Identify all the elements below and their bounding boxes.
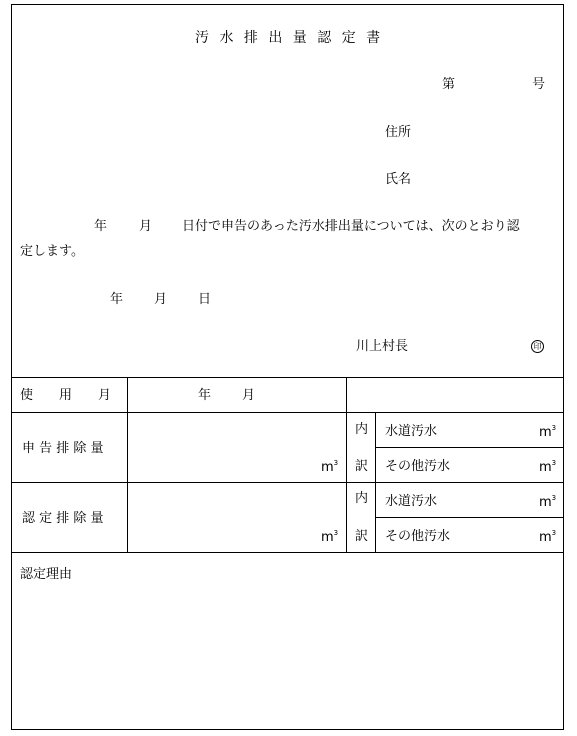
- body-line2: 定します。: [20, 244, 84, 259]
- declared-breakdown-bottom: 訳: [355, 459, 369, 474]
- col3-rule: [375, 412, 376, 552]
- body-line1: 日付で申告のあった汚水排出量については、次のとおり認: [182, 219, 520, 234]
- certified-water-supply-unit: $m^3$: [539, 494, 557, 510]
- table-top-rule: [11, 377, 564, 378]
- address-label: 住所: [385, 125, 412, 140]
- body-month: 月: [139, 219, 153, 234]
- certified-other-water-unit: $m^3$: [539, 529, 557, 545]
- row2-bottom-rule: [11, 482, 564, 483]
- table-bottom-rule: [11, 552, 564, 553]
- usage-month: 月: [242, 388, 256, 403]
- usage-year: 年: [198, 388, 212, 403]
- certified-breakdown-top: 内: [355, 491, 369, 506]
- date-month: 月: [154, 292, 168, 307]
- body-year: 年: [94, 219, 108, 234]
- certified-label: 認 定 排 除 量: [22, 511, 104, 526]
- date-day: 日: [198, 292, 212, 307]
- declared-breakdown-top: 内: [355, 422, 369, 437]
- declared-water-supply-unit: $m^3$: [539, 424, 557, 440]
- certified-water-supply: 水道汚水: [385, 494, 438, 509]
- inner-rule-2: [375, 517, 564, 518]
- certified-other-water: その他汚水: [385, 529, 451, 544]
- declared-unit: $m^3$: [321, 459, 339, 475]
- issuer-title: 川上村長: [356, 339, 409, 354]
- date-year: 年: [110, 292, 124, 307]
- certified-breakdown-bottom: 訳: [355, 529, 369, 544]
- number-suffix: 号: [532, 77, 546, 92]
- number-prefix: 第: [442, 77, 456, 92]
- reason-label: 認定理由: [20, 567, 73, 582]
- name-label: 氏名: [385, 172, 412, 187]
- certified-unit: $m^3$: [321, 529, 339, 545]
- declared-other-water-unit: $m^3$: [539, 459, 557, 475]
- declared-water-supply: 水道汚水: [385, 424, 438, 439]
- certificate-form: [11, 4, 564, 730]
- declared-other-water: その他汚水: [385, 459, 451, 474]
- document-title: 汚 水 排 出 量 認 定 書: [195, 30, 384, 46]
- row1-bottom-rule: [11, 412, 564, 413]
- inner-rule-1: [375, 447, 564, 448]
- seal-mark: 印: [531, 340, 544, 353]
- declared-label: 申 告 排 除 量: [22, 441, 104, 456]
- col1-rule: [127, 377, 128, 552]
- col2-rule: [346, 377, 347, 552]
- usage-month-label: 使 用 月: [20, 388, 112, 403]
